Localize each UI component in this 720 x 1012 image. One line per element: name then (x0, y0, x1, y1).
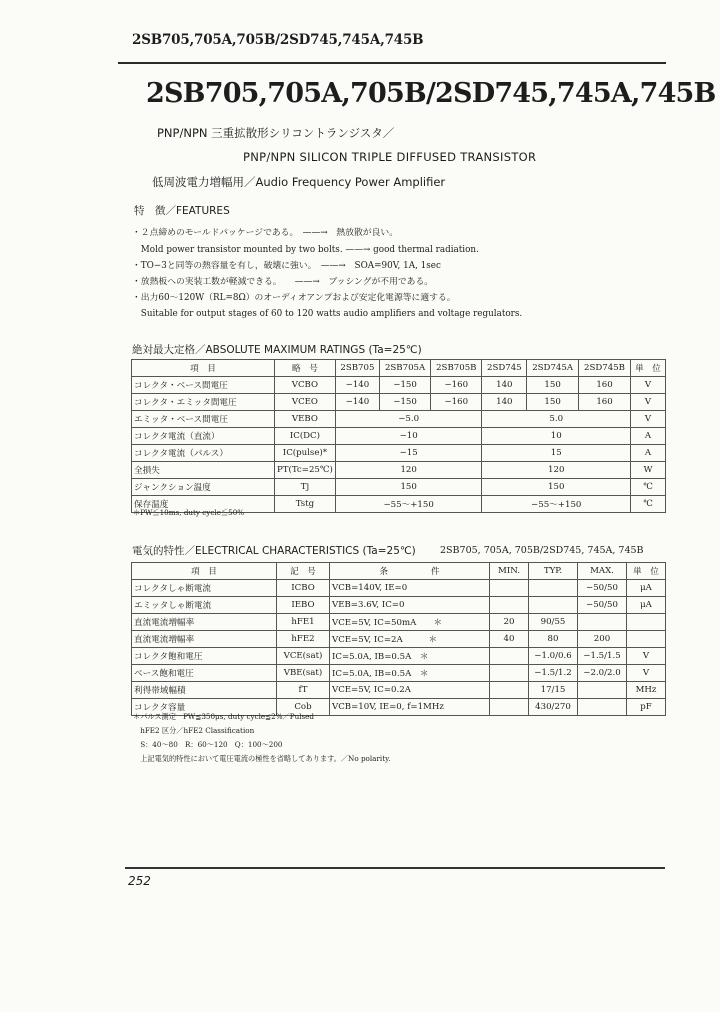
param-name: コレクタ飽和電圧 (132, 648, 277, 665)
unit-cell: A (631, 428, 666, 445)
col-header: 2SD745 (482, 360, 527, 377)
value-cell: 120 (335, 462, 482, 479)
param-symbol: IEBO (277, 597, 330, 614)
abs-max-heading: 絶対最大定格／ABSOLUTE MAXIMUM RATINGS (Ta=25℃) (132, 344, 422, 356)
unit-cell: pF (627, 699, 666, 716)
value-cell: 5.0 (482, 411, 631, 428)
footer-rule (125, 867, 665, 869)
subtitle-jp: PNP/NPN 三重拡散形シリコントランジスタ／ (157, 126, 395, 140)
value-cell: −55〜+150 (335, 496, 482, 513)
param-symbol: VCE(sat) (277, 648, 330, 665)
min-cell (490, 665, 529, 682)
elec-note: hFE2 区分／hFE2 Classification (133, 726, 255, 735)
param-symbol: hFE1 (277, 614, 330, 631)
value-cell: 15 (482, 445, 631, 462)
condition-cell: IC=5.0A, IB=0.5A ＊ (330, 648, 490, 665)
elec-char-parts: 2SB705, 705A, 705B/2SD745, 745A, 745B (440, 545, 644, 556)
col-header: 2SB705A (380, 360, 431, 377)
max-cell: 200 (578, 631, 627, 648)
col-header: TYP. (529, 563, 578, 580)
min-cell (490, 648, 529, 665)
value-cell: 150 (482, 479, 631, 496)
elec-note: ＊パルス測定 PW≦350μs, duty cycle≦2%／Pulsed (133, 712, 315, 721)
unit-cell: V (631, 377, 666, 394)
elec-note: 上記電気的特性において電圧電流の極性を省略してあります。／No polarity. (133, 754, 391, 763)
param-symbol: VBE(sat) (277, 665, 330, 682)
max-cell (578, 614, 627, 631)
value-cell: −160 (431, 377, 482, 394)
min-cell (490, 682, 529, 699)
table-row (132, 665, 666, 682)
max-cell (578, 699, 627, 716)
table-row (132, 479, 666, 496)
typ-cell: −1.5/1.2 (529, 665, 578, 682)
typ-cell (529, 597, 578, 614)
feature-line: ・出力60〜120W（RL=8Ω）のオーディオアンプおよび安定化電源等に適する。 (132, 293, 456, 303)
min-cell: 20 (490, 614, 529, 631)
col-header: 2SB705 (335, 360, 379, 377)
condition-cell: VCE=5V, IC=2A ＊ (330, 631, 490, 648)
param-symbol: ICBO (277, 580, 330, 597)
param-symbol: VCBO (275, 377, 336, 394)
table-row (132, 614, 666, 631)
col-header: MIN. (490, 563, 529, 580)
param-name: コレクタ電流（パルス） (132, 445, 275, 462)
col-header: 2SD745A (527, 360, 579, 377)
max-cell: −1.5/1.5 (578, 648, 627, 665)
param-name: 直流電流増幅率 (132, 631, 277, 648)
value-cell: −140 (335, 394, 379, 411)
param-name: 利得帯域幅積 (132, 682, 277, 699)
max-cell: −50/50 (578, 597, 627, 614)
value-cell: −5.0 (335, 411, 482, 428)
feature-line: Mold power transistor mounted by two bolts. ——→ good thermal radiation. (132, 245, 479, 255)
unit-cell: V (627, 648, 666, 665)
param-name: ジャンクション温度 (132, 479, 275, 496)
unit-cell: μA (627, 580, 666, 597)
min-cell (490, 580, 529, 597)
table-header-row (132, 360, 666, 377)
unit-cell (627, 631, 666, 648)
table-row (132, 682, 666, 699)
table-row (132, 631, 666, 648)
running-header: 2SB705,705A,705B/2SD745,745A,745B (132, 32, 424, 48)
page-title: 2SB705,705A,705B/2SD745,745A,745B (146, 78, 716, 109)
feature-line: ・TO−3と同等の熱容量を有し，破壊に強い。 ——→ SOA=90V, 1A, 1sec (132, 261, 441, 271)
param-name: コレクタ容量 (132, 699, 277, 716)
condition-cell: VCB=140V, IE=0 (330, 580, 490, 597)
header-rule (118, 62, 666, 64)
col-header: MAX. (578, 563, 627, 580)
col-header: 記 号 (277, 563, 330, 580)
param-symbol: hFE2 (277, 631, 330, 648)
table-row (132, 411, 666, 428)
param-symbol: fT (277, 682, 330, 699)
col-header: 2SD745B (579, 360, 631, 377)
table-header-row (132, 563, 666, 580)
param-name: エミッタしゃ断電流 (132, 597, 277, 614)
unit-cell: V (627, 665, 666, 682)
max-cell (578, 682, 627, 699)
param-name: エミッタ・ベース間電圧 (132, 411, 275, 428)
table-row (132, 462, 666, 479)
feature-line: ・２点締めのモールドパッケージである。 ——→ 熱放散が良い。 (132, 228, 398, 238)
page-number: 252 (128, 874, 151, 888)
table-row (132, 597, 666, 614)
typ-cell: 90/55 (529, 614, 578, 631)
max-cell: −2.0/2.0 (578, 665, 627, 682)
value-cell: 140 (482, 394, 527, 411)
col-header: 略 号 (275, 360, 336, 377)
col-header: 項 目 (132, 360, 275, 377)
param-symbol: PT(Tc=25℃) (275, 462, 336, 479)
param-symbol: Tj (275, 479, 336, 496)
min-cell (490, 597, 529, 614)
value-cell: 160 (579, 377, 631, 394)
feature-line: Suitable for output stages of 60 to 120 watts audio amplifiers and voltage regulators. (132, 309, 523, 319)
col-header: 単 位 (631, 360, 666, 377)
col-header: 条 件 (330, 563, 490, 580)
value-cell: 10 (482, 428, 631, 445)
col-header: 項 目 (132, 563, 277, 580)
param-symbol: Cob (277, 699, 330, 716)
param-name: コレクタ電流（直流） (132, 428, 275, 445)
table-row (132, 394, 666, 411)
value-cell: −55〜+150 (482, 496, 631, 513)
value-cell: −160 (431, 394, 482, 411)
value-cell: 150 (527, 394, 579, 411)
condition-cell: VCE=5V, IC=50mA ＊ (330, 614, 490, 631)
col-header: 2SB705B (431, 360, 482, 377)
min-cell: 40 (490, 631, 529, 648)
condition-cell: VCB=10V, IE=0, f=1MHz (330, 699, 490, 716)
param-name: ベース飽和電圧 (132, 665, 277, 682)
elec-char-heading: 電気的特性／ELECTRICAL CHARACTERISTICS (Ta=25℃) (132, 545, 416, 557)
condition-cell: VEB=3.6V, IC=0 (330, 597, 490, 614)
feature-line: ・放熱板への実装工数が軽減できる。 ——→ ブッシングが不用である。 (132, 277, 434, 287)
value-cell: 140 (482, 377, 527, 394)
param-symbol: IC(DC) (275, 428, 336, 445)
typ-cell (529, 580, 578, 597)
typ-cell: 430/270 (529, 699, 578, 716)
typ-cell: −1.0/0.6 (529, 648, 578, 665)
value-cell: 160 (579, 394, 631, 411)
value-cell: 120 (482, 462, 631, 479)
param-symbol: Tstg (275, 496, 336, 513)
abs-max-footnote: ＊PW≦10ms, duty cycle≦50% (133, 508, 245, 517)
value-cell: 150 (527, 377, 579, 394)
value-cell: −140 (335, 377, 379, 394)
typ-cell: 80 (529, 631, 578, 648)
unit-cell: V (631, 411, 666, 428)
value-cell: −15 (335, 445, 482, 462)
unit-cell: ℃ (631, 496, 666, 513)
value-cell: −10 (335, 428, 482, 445)
elec-char-table (131, 562, 666, 716)
elec-note: S：40〜80 R：60〜120 Q：100〜200 (133, 740, 283, 749)
param-name: コレクタしゃ断電流 (132, 580, 277, 597)
param-name: 全損失 (132, 462, 275, 479)
value-cell: 150 (335, 479, 482, 496)
application-line: 低周波電力増幅用／Audio Frequency Power Amplifier (152, 175, 446, 189)
table-row (132, 428, 666, 445)
param-name: 直流電流増幅率 (132, 614, 277, 631)
unit-cell: ℃ (631, 479, 666, 496)
param-symbol: IC(pulse)* (275, 445, 336, 462)
unit-cell (627, 614, 666, 631)
unit-cell: W (631, 462, 666, 479)
param-name: コレクタ・ベース間電圧 (132, 377, 275, 394)
features-heading: 特 徴／FEATURES (134, 205, 230, 217)
unit-cell: MHz (627, 682, 666, 699)
value-cell: −150 (380, 377, 431, 394)
table-row (132, 445, 666, 462)
col-header: 単 位 (627, 563, 666, 580)
condition-cell: IC=5.0A, IB=0.5A ＊ (330, 665, 490, 682)
table-row (132, 648, 666, 665)
param-name: コレクタ・エミッタ間電圧 (132, 394, 275, 411)
unit-cell: V (631, 394, 666, 411)
min-cell (490, 699, 529, 716)
max-cell: −50/50 (578, 580, 627, 597)
table-row (132, 580, 666, 597)
subtitle-en: PNP/NPN SILICON TRIPLE DIFFUSED TRANSISTOR (243, 150, 537, 164)
unit-cell: μA (627, 597, 666, 614)
value-cell: −150 (380, 394, 431, 411)
typ-cell: 17/15 (529, 682, 578, 699)
param-symbol: VCEO (275, 394, 336, 411)
param-name: 保存温度 (132, 496, 275, 513)
abs-max-table (131, 359, 666, 513)
unit-cell: A (631, 445, 666, 462)
table-row (132, 377, 666, 394)
condition-cell: VCE=5V, IC=0.2A (330, 682, 490, 699)
param-symbol: VEBO (275, 411, 336, 428)
